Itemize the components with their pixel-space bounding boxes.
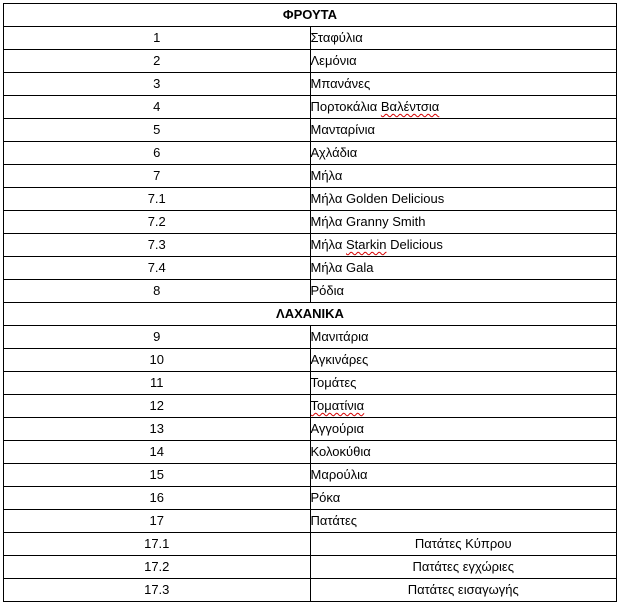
table-row: [4, 395, 617, 418]
item-name-text: Μήλα Gala: [310, 260, 374, 275]
section-header: ΦΡΟΥΤΑ: [4, 4, 617, 27]
item-name-text: Ρόδια: [310, 283, 345, 298]
table-row: [4, 234, 617, 257]
spellcheck-flagged-word: Starkin: [346, 237, 387, 252]
item-name: [310, 50, 617, 73]
item-name: [310, 579, 617, 602]
item-name: [310, 234, 617, 257]
table-row: [4, 349, 617, 372]
table-row: [4, 211, 617, 234]
item-number: 16: [4, 487, 311, 510]
table-row: [4, 142, 617, 165]
table-row: [4, 326, 617, 349]
table-row: [4, 441, 617, 464]
item-number: 7.2: [4, 211, 311, 234]
item-number: 7.4: [4, 257, 311, 280]
table-row: [4, 579, 617, 602]
item-name: [310, 372, 617, 395]
item-name: [310, 188, 617, 211]
table-row: [4, 119, 617, 142]
item-number: 7.3: [4, 234, 311, 257]
item-name: [310, 119, 617, 142]
item-name-text: Σταφύλια: [310, 30, 363, 45]
item-name: [310, 257, 617, 280]
table-row: [4, 27, 617, 50]
produce-table: [3, 3, 617, 602]
item-name-text: Αχλάδια: [310, 145, 358, 160]
table-row: [4, 464, 617, 487]
item-name-text: Πατάτες: [310, 513, 358, 528]
item-number: 9: [4, 326, 311, 349]
item-name-text: Μήλα: [310, 237, 346, 252]
item-name-text: Delicious: [386, 237, 443, 252]
item-number: 8: [4, 280, 311, 303]
item-number: 13: [4, 418, 311, 441]
item-number: 7.1: [4, 188, 311, 211]
item-name-text: Μήλα Granny Smith: [310, 214, 426, 229]
item-number: 10: [4, 349, 311, 372]
produce-table-body: [4, 4, 617, 602]
item-name-text: Μαρούλια: [310, 467, 368, 482]
item-name: [310, 211, 617, 234]
item-name: [310, 533, 617, 556]
section-header-row: [4, 303, 617, 326]
item-name-text: Πατάτες εγχώριες: [412, 559, 514, 574]
item-number: 1: [4, 27, 311, 50]
item-number: 17: [4, 510, 311, 533]
item-name: [310, 142, 617, 165]
item-name: [310, 556, 617, 579]
item-number: 7: [4, 165, 311, 188]
item-name: [310, 96, 617, 119]
item-number: 3: [4, 73, 311, 96]
table-row: [4, 280, 617, 303]
item-number: 6: [4, 142, 311, 165]
item-name-text: Μανταρίνια: [310, 122, 375, 137]
item-name-text: Πατάτες εισαγωγής: [407, 582, 519, 597]
table-row: [4, 510, 617, 533]
table-row: [4, 50, 617, 73]
item-number: 5: [4, 119, 311, 142]
item-name: [310, 510, 617, 533]
item-name: [310, 165, 617, 188]
item-name: [310, 73, 617, 96]
item-name-text: Ρόκα: [310, 490, 341, 505]
item-number: 17.1: [4, 533, 311, 556]
table-row: [4, 96, 617, 119]
spellcheck-flagged-word: Βαλέντσια: [380, 99, 440, 114]
table-row: [4, 257, 617, 280]
item-number: 17.2: [4, 556, 311, 579]
item-name: [310, 395, 617, 418]
table-row: [4, 556, 617, 579]
table-row: [4, 165, 617, 188]
table-row: [4, 487, 617, 510]
table-row: [4, 188, 617, 211]
item-name: [310, 487, 617, 510]
item-number: 11: [4, 372, 311, 395]
item-name: [310, 441, 617, 464]
item-name-text: Αγκινάρες: [310, 352, 369, 367]
item-name-text: Μήλα: [310, 168, 343, 183]
item-name-text: Κολοκύθια: [310, 444, 371, 459]
item-name: [310, 280, 617, 303]
item-name-text: Μανιτάρια: [310, 329, 369, 344]
item-name-text: Μπανάνες: [310, 76, 371, 91]
item-name: [310, 27, 617, 50]
item-name: [310, 326, 617, 349]
table-row: [4, 73, 617, 96]
item-name-text: Τομάτες: [310, 375, 357, 390]
item-name-text: Λεμόνια: [310, 53, 357, 68]
item-name: [310, 464, 617, 487]
item-name-text: Μήλα Golden Delicious: [310, 191, 445, 206]
item-number: 12: [4, 395, 311, 418]
item-name-text: Πορτοκάλια: [310, 99, 381, 114]
item-number: 4: [4, 96, 311, 119]
item-number: 2: [4, 50, 311, 73]
item-name-text: Αγγούρια: [310, 421, 365, 436]
item-name: [310, 349, 617, 372]
table-row: [4, 418, 617, 441]
item-number: 17.3: [4, 579, 311, 602]
item-name-text: Πατάτες Κύπρου: [414, 536, 512, 551]
spellcheck-flagged-word: Τοματίνια: [310, 398, 365, 413]
table-row: [4, 372, 617, 395]
section-header-row: [4, 4, 617, 27]
item-name: [310, 418, 617, 441]
item-number: 15: [4, 464, 311, 487]
table-row: [4, 533, 617, 556]
section-header: ΛΑΧΑΝΙΚΑ: [4, 303, 617, 326]
item-number: 14: [4, 441, 311, 464]
